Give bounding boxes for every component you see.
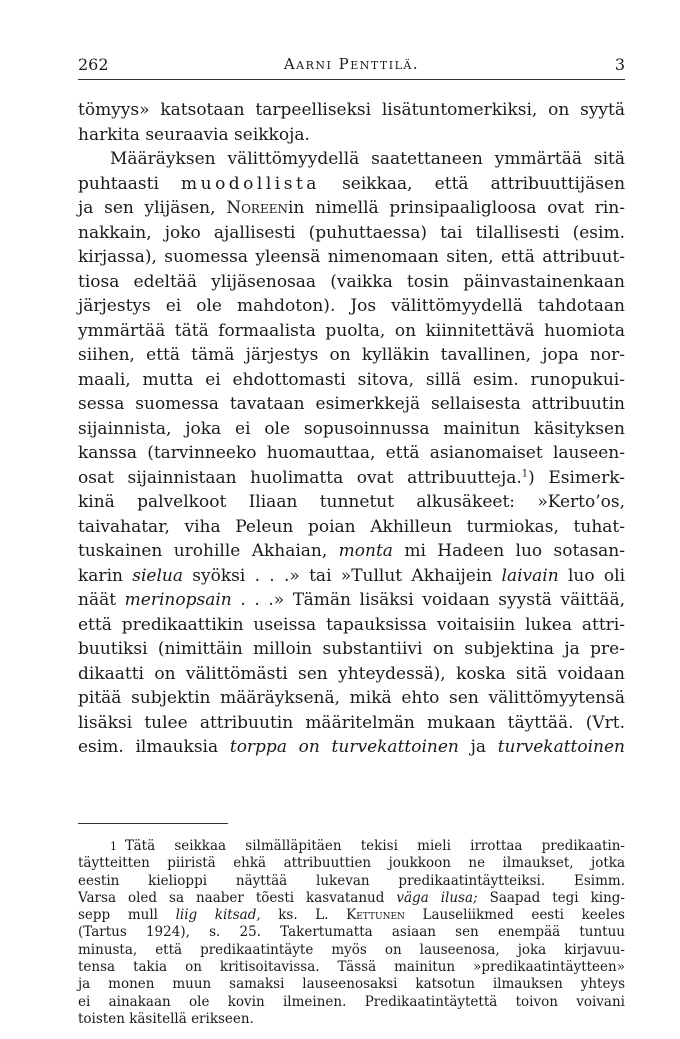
text-line: dikaatti on välittömästi sen yhteydessä), koska sitä voidaan	[78, 663, 625, 684]
text-line: nakkain, joko ajallisesti (puhuttaessa) tai tilallisesti (esim.	[78, 222, 625, 243]
text-line: tiosa edeltää ylijäsenosaa (vaikka tosin päinvastainenkaan	[78, 271, 625, 292]
author-name: Noreen	[226, 198, 288, 218]
text-line: kirjassa), suomessa yleensä nimenomaan siten, että attribuut-	[78, 247, 625, 267]
text-line: sijainnista, joka ei ole sopusoinnussa mainitun käsityksen	[78, 418, 625, 439]
text-line: siihen, että tämä järjestys on kylläkin tavallinen, jopa nor-	[78, 345, 625, 365]
text-line: eestin kielioppi näyttää lukevan predikaatintäytteiksi. Esimm.	[78, 872, 625, 889]
text-line: toisten käsitellä erikseen.	[78, 1010, 254, 1027]
paragraph-1	[78, 98, 625, 147]
running-title: Aarni Penttilä.	[283, 55, 420, 73]
footnote-reference: 1	[521, 467, 529, 479]
text-line: täytteitten piiristä ehkä attribuuttien joukkoon ne ilmaukset, jotka	[78, 855, 625, 872]
text-line: kinä palvelkoot Iliaan tunnetut alkusäkeet: »Kerto’os,	[78, 492, 625, 512]
page-number: 262	[78, 55, 109, 74]
text-line: tuskainen urohille Akhaian, monta mi Hadeen luo sotasan-	[78, 541, 626, 561]
text-line: näät merinopsain . . .» Tämän lisäksi voidaan syystä väittää,	[78, 590, 626, 610]
text-line: ei ainakaan ole kovin ilmeinen. Predikaatintäytettä toivon voivani	[78, 993, 625, 1010]
text-line: Varsa oled sa naaber tõesti kasvatanud väga ilusa; Saapad tegi king-	[78, 889, 625, 906]
text-line: tömyys» katsotaan tarpeelliseksi lisätuntomerkiksi, on syytä	[78, 100, 625, 120]
text-line: tensa takia on kritisoitavissa. Tässä mainitun »predikaatintäytteen»	[78, 959, 625, 976]
footnote-marker: 1	[110, 840, 117, 853]
spaced-emphasis: muodollista	[181, 173, 320, 194]
text-line: (Tartus 1924), s. 25. Takertumatta asiaan sen enempää tuntuu	[78, 924, 625, 941]
section-number: 3	[614, 55, 625, 74]
text-line: pitää subjektin määräyksenä, mikä ehto sen välittömyytensä	[78, 688, 625, 708]
text-line: sepp mull liig kitsad, ks. L. Kettunen Lauseliikmed eesti keeles	[78, 907, 625, 924]
text-line: minusta, että predikaatintäyte myös on lauseenosa, joka kirjavuu-	[78, 941, 625, 958]
text-line: esim. ilmauksia torppa on turvekattoinen ja turvekattoinen	[78, 737, 626, 757]
text-line: ja sen ylijäsen, Noreenin nimellä prinsipaaligloosa ovat rin-	[78, 198, 625, 218]
text-line: karin sielua syöksi . . .» tai »Tullut Akhaijein laivain luo oli	[78, 565, 626, 586]
paragraph-2	[78, 147, 625, 760]
text-line: taivahatar, viha Peleun poian Akhilleun turmiokas, tuhat-	[78, 516, 625, 537]
footnote-rule	[78, 823, 228, 824]
text-line: 1 Tätä seikkaa silmälläpitäen tekisi mieli irrottaa predikaatin-	[110, 838, 625, 854]
text-line: että predikaattikin useissa tapauksissa voitaisiin lukea attri-	[78, 614, 625, 635]
text-line: Määräyksen välittömyydellä saatettaneen ymmärtää sitä	[110, 149, 625, 169]
body-text	[78, 98, 625, 760]
running-header	[78, 55, 625, 79]
text-line: harkita seuraavia seikkoja.	[78, 124, 310, 145]
text-line: buutiksi (nimittäin milloin substantiivi on subjektina ja pre-	[78, 639, 625, 659]
text-line: kanssa (tarvinneeko huomauttaa, että asianomaiset lauseen-	[78, 443, 625, 463]
text-line: osat sijainnistaan huolimatta ovat attribuutteja.$^1$) Esimerk-	[78, 467, 625, 488]
text-line: ja monen muun samaksi lauseenosaksi katsotun ilmauksen yhteys	[78, 976, 625, 993]
header-rule	[78, 79, 625, 80]
text-line: ymmärtää tätä formaalista puolta, on kiinnitettävä huomiota	[78, 320, 625, 341]
text-line: lisäksi tulee attribuutin määritelmän mukaan täyttää. (Vrt.	[78, 712, 625, 733]
text-line: järjestys ei ole mahdoton). Jos välittömyydellä tahdotaan	[78, 296, 625, 316]
text-line: maali, mutta ei ehdottomasti sitova, sillä esim. runopukui-	[78, 369, 625, 390]
footnote	[78, 838, 625, 1028]
author-name: Kettunen	[346, 907, 405, 924]
text-line: sessa suomessa tavataan esimerkkejä sellaisesta attribuutin	[78, 394, 625, 414]
text-line: puhtaasti muodollista seikkaa, että attribuuttijäsen	[78, 173, 626, 194]
